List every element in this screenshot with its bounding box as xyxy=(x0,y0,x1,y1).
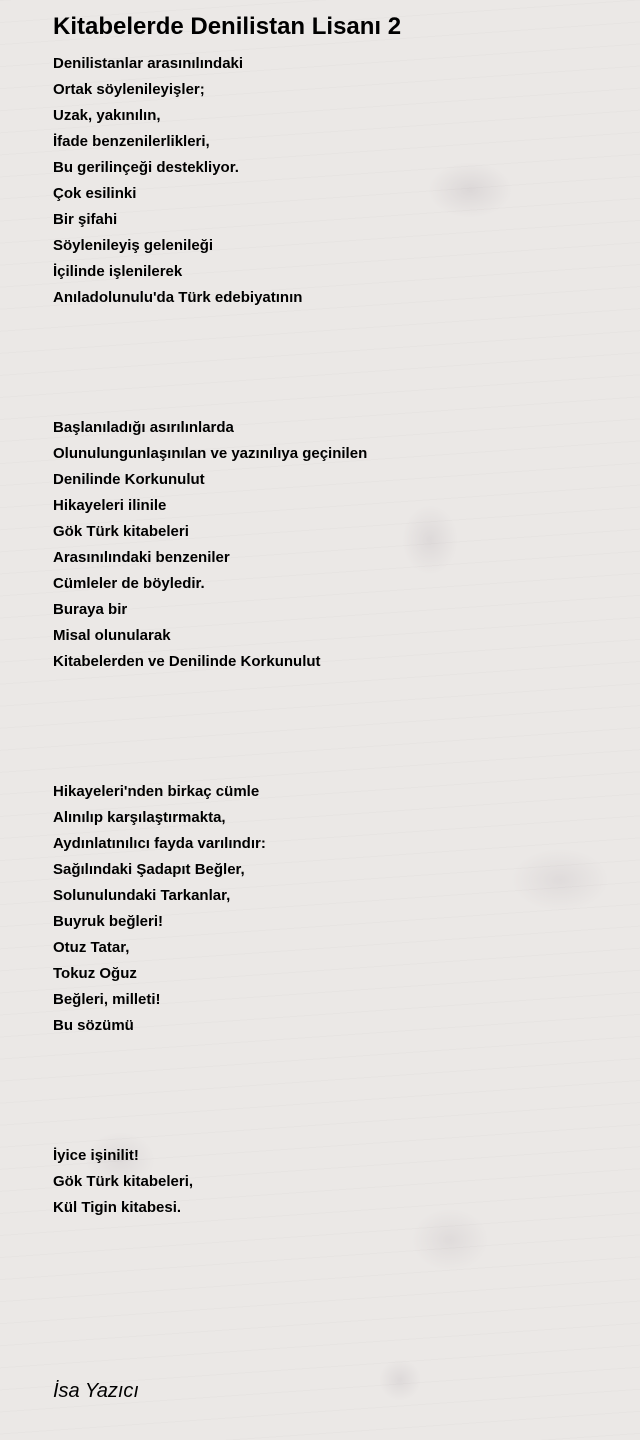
poem-line: Alınılıp karşılaştırmakta, xyxy=(53,809,226,826)
poem-line: Hikayeleri'nden birkaç cümle xyxy=(53,783,260,800)
poem-line: Olunulungunlaşınılan ve yazınılıya geçinilen xyxy=(53,445,368,462)
poem-line: Bu sözümü xyxy=(53,1017,134,1034)
poem-line: Başlanıladığı asırılınlarda xyxy=(53,419,234,436)
poem-line: Bir şifahi xyxy=(53,211,118,228)
poem-line: Çok esilinki xyxy=(53,185,137,202)
stanza-1 xyxy=(53,51,613,311)
poem-line: İfade benzenilerlikleri, xyxy=(53,133,210,150)
poem-line: Cümleler de böyledir. xyxy=(53,575,205,592)
poem-line: Otuz Tatar, xyxy=(53,939,130,956)
poem-body xyxy=(53,51,613,1325)
poem-line: Sağılındaki Şadapıt Beğler, xyxy=(53,861,245,878)
poem-line: Anıladolunulu'da Türk edebiyatının xyxy=(53,289,303,306)
stanza-3 xyxy=(53,779,613,1039)
poem-line: Denilistanlar arasınılındaki xyxy=(53,55,244,72)
poem-line: Bu gerilinçeği destekliyor. xyxy=(53,159,239,176)
poem-line: Ortak söylenileyişler; xyxy=(53,81,205,98)
poem-line: Buraya bir xyxy=(53,601,128,618)
poem-line: Söylenileyiş gelenileği xyxy=(53,237,214,254)
poem-line: Denilinde Korkunulut xyxy=(53,471,205,488)
author-name: İsa Yazıcı xyxy=(53,1380,139,1402)
poem-line: Kitabelerden ve Denilinde Korkunulut xyxy=(53,653,321,670)
poem-line: Kül Tigin kitabesi. xyxy=(53,1199,182,1216)
poem-line: Gök Türk kitabeleri, xyxy=(53,1173,194,1190)
poem-line: Misal olunularak xyxy=(53,627,171,644)
poem-line: Hikayeleri ilinile xyxy=(53,497,167,514)
poem-line: Solunulundaki Tarkanlar, xyxy=(53,887,231,904)
poem-line: İyice işinilit! xyxy=(53,1147,139,1164)
poem-title: Kitabelerde Denilistan Lisanı 2 xyxy=(53,13,402,40)
poem-line: Arasınılındaki benzeniler xyxy=(53,549,230,566)
stanza-4 xyxy=(53,1143,613,1221)
poem-line: İçilinde işlenilerek xyxy=(53,263,183,280)
poem-line: Tokuz Oğuz xyxy=(53,965,137,982)
poem-line: Uzak, yakınılın, xyxy=(53,107,161,124)
poem-line: Beğleri, milleti! xyxy=(53,991,161,1008)
stanza-2 xyxy=(53,415,613,675)
poem-line: Buyruk beğleri! xyxy=(53,913,164,930)
poem-line: Gök Türk kitabeleri xyxy=(53,523,189,540)
poem-line: Aydınlatınılıcı fayda varılındır: xyxy=(53,835,266,852)
